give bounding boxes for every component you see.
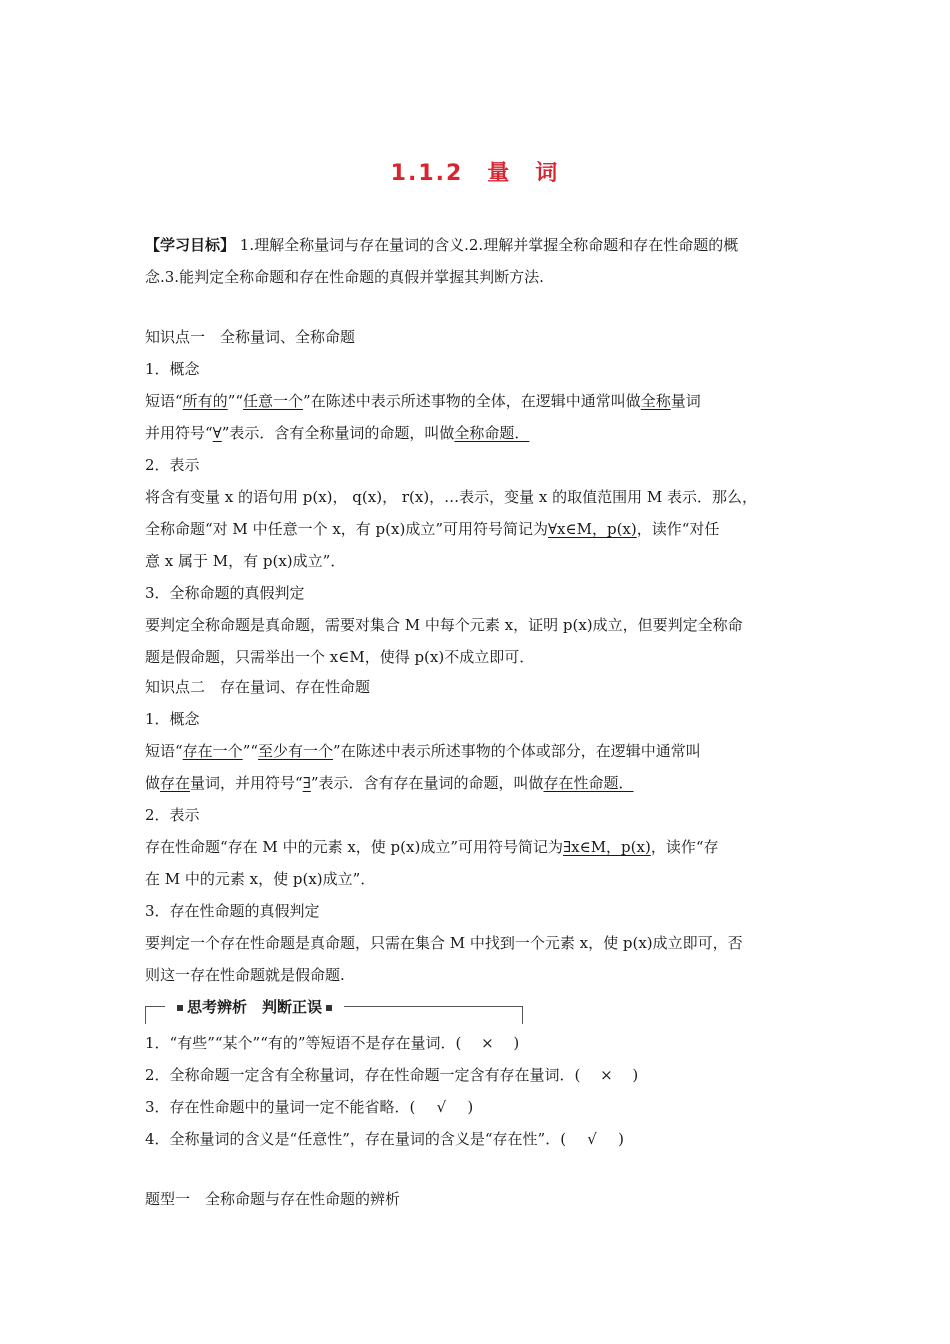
item-paren: ) [513, 1034, 520, 1052]
text: 短语“ [145, 392, 183, 410]
k1-s2-line-3: 意 x 属于 M，有 p(x)成立”． [145, 552, 346, 570]
blank-answer: 至少有一个 [258, 742, 334, 760]
think-item-3 [145, 1096, 810, 1118]
blank-answer: ∀x∈M，p(x) [548, 520, 637, 538]
item-paren: ) [632, 1066, 639, 1084]
text: 短语“ [145, 742, 183, 760]
think-item-1 [145, 1032, 810, 1054]
square-bullet-icon [326, 1005, 332, 1011]
k2-s1-title: 1．概念 [145, 710, 200, 728]
blank-answer: 全称命题． [454, 424, 530, 442]
blank-answer: ∃x∈M，p(x) [563, 838, 651, 856]
item-text: 2．全称命题一定含有全称量词，存在性命题一定含有存在量词．( [145, 1066, 581, 1084]
goals-line-2: 念.3.能判定全称命题和存在性命题的真假并掌握其判断方法. [145, 268, 544, 286]
answer-mark: × [481, 1034, 494, 1052]
divider [522, 1006, 523, 1024]
text: 存在性命题“存在 M 中的元素 x，使 p(x)成立”可用符号简记为 [145, 838, 563, 856]
item-text: 1．“有些”“某个”“有的”等短语不是存在量词．( [145, 1034, 462, 1052]
think-item-4 [145, 1128, 810, 1150]
k1-s3-title: 3．全称命题的真假判定 [145, 584, 305, 602]
think-label-text: 思考辨析 判断正误 [187, 998, 323, 1016]
k1-s1-line-2 [145, 422, 810, 444]
k2-s2-line-1 [145, 836, 810, 858]
k2-s3-line-1: 要判定一个存在性命题是真命题，只需在集合 M 中找到一个元素 x，使 p(x)成立即可，否 [145, 934, 743, 952]
blank-answer: 所有的 [182, 392, 228, 410]
k1-s3-line-2: 题是假命题，只需举出一个 x∈M，使得 p(x)不成立即可． [145, 648, 535, 666]
k2-s1-line-2 [145, 772, 810, 794]
blank-answer: 存在一个 [182, 742, 243, 760]
k2-s2-line-2: 在 M 中的元素 x，使 p(x)成立”． [145, 870, 376, 888]
type1-heading: 题型一 全称命题与存在性命题的辨析 [145, 1190, 401, 1208]
k1-s1-line-1 [145, 390, 810, 412]
k2-s3-line-2: 则这一存在性命题就是假命题. [145, 966, 345, 984]
k2-s3-title: 3．存在性命题的真假判定 [145, 902, 320, 920]
think-box-header [145, 996, 525, 1024]
text: ”表示．含有存在量词的命题，叫做 [310, 774, 544, 792]
k1-s2-line-2 [145, 518, 810, 540]
k2-s1-line-1 [145, 740, 810, 762]
text: ”在陈述中表示所述事物的全体，在逻辑中通常叫做 [303, 392, 641, 410]
item-text: 4．全称量词的含义是“任意性”，存在量词的含义是“存在性”．( [145, 1130, 567, 1148]
item-paren: ) [467, 1098, 474, 1116]
think-box-label [165, 996, 344, 1018]
goals-text-1: 1.理解全称量词与存在量词的含义.2.理解并掌握全称命题和存在性命题的概 [239, 236, 739, 254]
blank-answer: 全称 [640, 392, 671, 410]
answer-mark: × [600, 1066, 613, 1084]
k1-s2-line-1: 将含有变量 x 的语句用 p(x)， q(x)， r(x)，…表示，变量 x 的取值范围用 M 表示．那么， [145, 488, 758, 506]
k1-s3-line-1: 要判定全称命题是真命题，需要对集合 M 中每个元素 x，证明 p(x)成立，但要判定全称命 [145, 616, 743, 634]
answer-mark: √ [587, 1130, 597, 1148]
square-bullet-icon [177, 1005, 183, 1011]
blank-answer: ∃ [302, 774, 311, 792]
blank-answer: ∀ [212, 424, 222, 442]
blank-answer: 任意一个 [243, 392, 304, 410]
text: ，读作“对任 [636, 520, 720, 538]
divider [145, 1006, 146, 1024]
blank-answer: 存在性命题． [543, 774, 634, 792]
item-text: 3．存在性命题中的量词一定不能省略．( [145, 1098, 416, 1116]
k2-heading: 知识点二 存在量词、存在性命题 [145, 678, 371, 696]
text: 量词，并用符号“ [190, 774, 303, 792]
item-paren: ) [618, 1130, 624, 1148]
text: 做 [145, 774, 161, 792]
page-title: 1.1.2 量 词 [390, 161, 560, 186]
k1-heading: 知识点一 全称量词、全称命题 [145, 328, 356, 346]
k1-s1-title: 1．概念 [145, 360, 200, 378]
k2-s2-title: 2．表示 [145, 806, 200, 824]
text: ”“ [227, 392, 244, 410]
text: 并用符号“ [145, 424, 213, 442]
text: ”“ [242, 742, 259, 760]
text: ”在陈述中表示所述事物的个体或部分，在逻辑中通常叫 [333, 742, 701, 760]
think-item-2 [145, 1064, 810, 1086]
text: 全称命题“对 M 中任意一个 x，有 p(x)成立”可用符号简记为 [145, 520, 548, 538]
goals-line-1 [145, 234, 810, 256]
k1-s2-title: 2．表示 [145, 456, 200, 474]
blank-answer: 存在 [160, 774, 191, 792]
goals-label: 【学习目标】 [145, 236, 236, 254]
text: ，读作“存 [650, 838, 719, 856]
text: ”表示．含有全称量词的命题，叫做 [221, 424, 455, 442]
answer-mark: √ [436, 1098, 447, 1116]
text: 量词 [670, 392, 701, 410]
